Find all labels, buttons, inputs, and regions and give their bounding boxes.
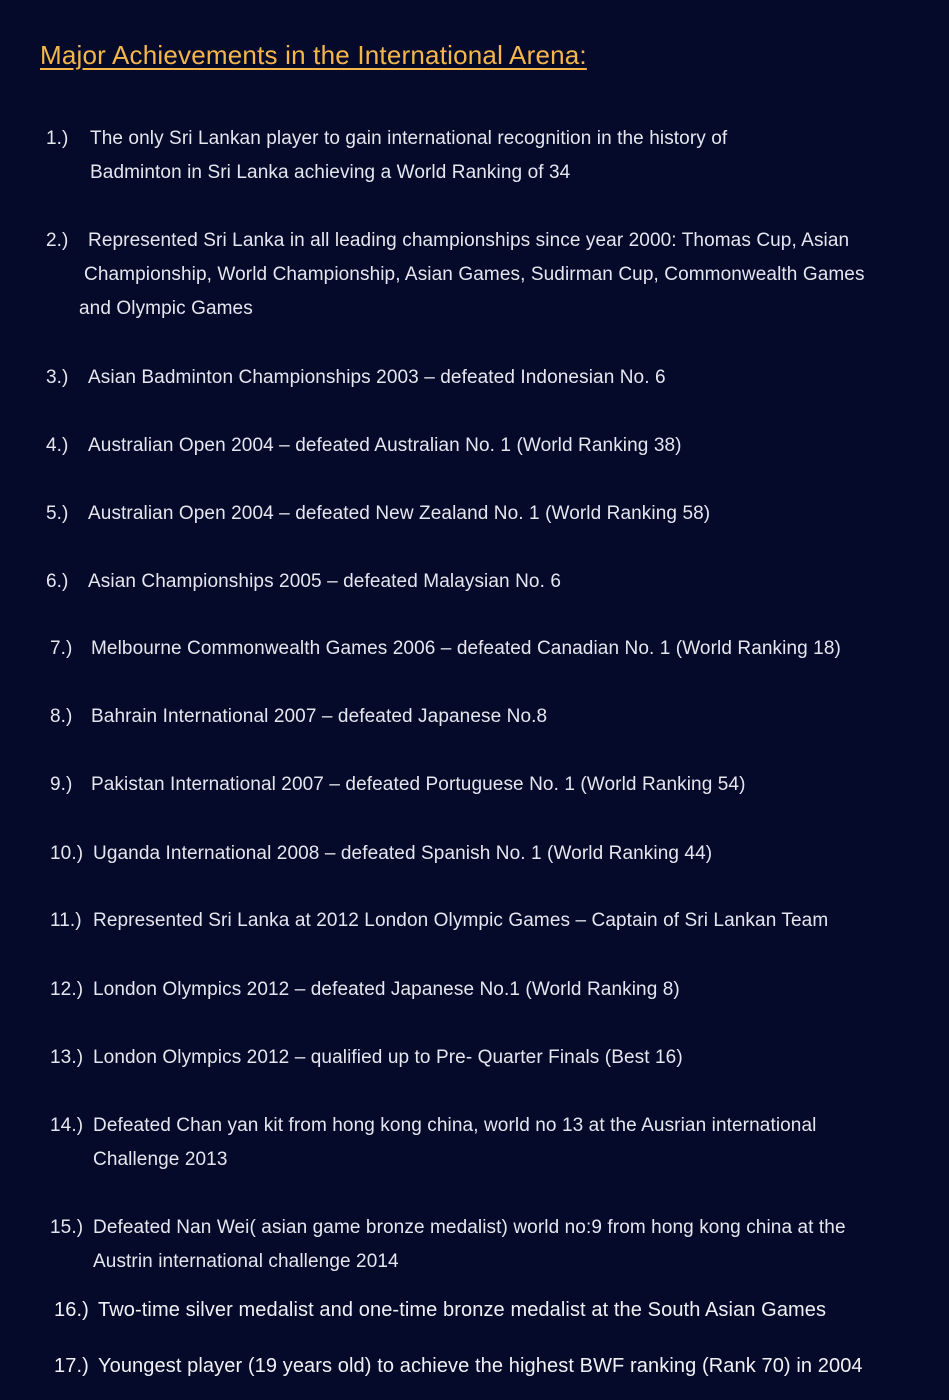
item-number: 3.) — [46, 367, 69, 388]
item-number: 16.) — [54, 1299, 89, 1321]
item-number: 17.) — [54, 1355, 89, 1377]
item-text: Represented Sri Lanka in all leading championships since year 2000: Thomas Cup, Asian — [88, 230, 850, 251]
item-number: 9.) — [50, 774, 73, 795]
item-text: Pakistan International 2007 – defeated Portuguese No. 1 (World Ranking 54) — [91, 774, 746, 795]
item-text: Youngest player (19 years old) to achieve the highest BWF ranking (Rank 70) in 2004 — [98, 1355, 863, 1377]
item-text: Championship, World Championship, Asian Games, Sudirman Cup, Commonwealth Games — [84, 264, 865, 285]
item-number: 2.) — [46, 230, 69, 251]
list-item — [46, 361, 666, 395]
item-number: 11.) — [50, 910, 82, 931]
list-item — [50, 1109, 816, 1177]
list-item — [50, 973, 680, 1007]
list-item — [50, 1211, 846, 1279]
item-text: Asian Badminton Championships 2003 – defeated Indonesian No. 6 — [88, 367, 666, 388]
list-item — [50, 1041, 683, 1075]
list-item — [50, 904, 828, 938]
item-text: Badminton in Sri Lanka achieving a World Ranking of 34 — [90, 162, 571, 183]
item-number: 15.) — [50, 1217, 84, 1238]
list-item — [50, 837, 712, 871]
item-number: 12.) — [50, 979, 84, 1000]
item-number: 7.) — [50, 638, 73, 659]
item-text: Australian Open 2004 – defeated Australian No. 1 (World Ranking 38) — [88, 435, 682, 456]
item-text: Melbourne Commonwealth Games 2006 – defeated Canadian No. 1 (World Ranking 18) — [91, 638, 841, 659]
item-text: Defeated Nan Wei( asian game bronze medalist) world no:9 from hong kong china at the — [93, 1217, 846, 1238]
page-title: Major Achievements in the International Arena: — [40, 40, 587, 70]
item-text: Australian Open 2004 – defeated New Zealand No. 1 (World Ranking 58) — [88, 503, 711, 524]
item-number: 1.) — [46, 128, 69, 149]
item-text: and Olympic Games — [79, 298, 253, 319]
item-text: Two-time silver medalist and one-time bronze medalist at the South Asian Games — [98, 1299, 827, 1321]
item-number: 10.) — [50, 843, 84, 864]
list-item — [46, 565, 561, 599]
item-text: London Olympics 2012 – defeated Japanese No.1 (World Ranking 8) — [93, 979, 680, 1000]
item-text: Defeated Chan yan kit from hong kong china, world no 13 at the Ausrian international — [93, 1115, 817, 1136]
item-text: Asian Championships 2005 – defeated Malaysian No. 6 — [88, 571, 562, 592]
item-text: Bahrain International 2007 – defeated Japanese No.8 — [91, 706, 548, 727]
item-number: 8.) — [50, 706, 73, 727]
item-text: Challenge 2013 — [93, 1149, 228, 1170]
list-item — [54, 1293, 826, 1327]
item-number: 14.) — [50, 1115, 84, 1136]
list-item — [50, 700, 547, 734]
item-text: London Olympics 2012 – qualified up to Pre- Quarter Finals (Best 16) — [93, 1047, 683, 1068]
list-item — [46, 497, 710, 531]
item-text: The only Sri Lankan player to gain international recognition in the history of — [90, 128, 728, 149]
list-item — [50, 768, 746, 802]
item-number: 13.) — [50, 1047, 84, 1068]
list-item — [50, 632, 841, 666]
item-number: 5.) — [46, 503, 69, 524]
item-text: Represented Sri Lanka at 2012 London Olympic Games – Captain of Sri Lankan Team — [93, 910, 829, 931]
list-item — [54, 1349, 863, 1383]
list-item — [46, 429, 682, 463]
list-item — [46, 122, 727, 190]
item-number: 4.) — [46, 435, 69, 456]
item-text: Austrin international challenge 2014 — [93, 1251, 399, 1272]
list-item — [46, 224, 865, 326]
item-text: Uganda International 2008 – defeated Spanish No. 1 (World Ranking 44) — [93, 843, 713, 864]
item-number: 6.) — [46, 571, 69, 592]
